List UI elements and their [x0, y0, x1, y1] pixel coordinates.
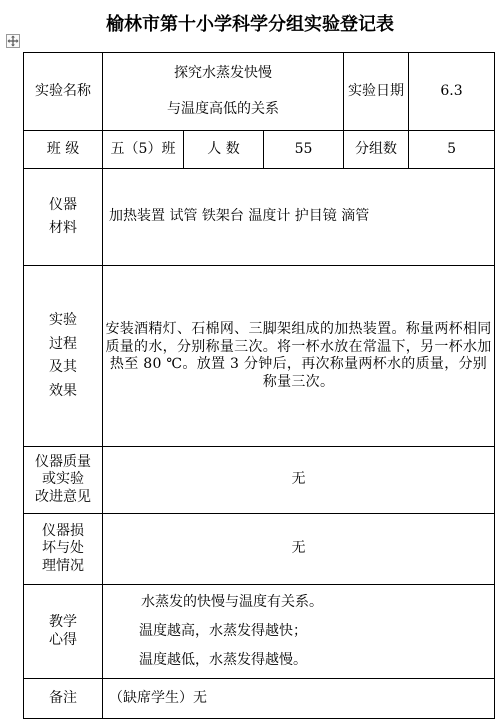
- experiment-registration-table: [23, 52, 495, 719]
- quality-value[interactable]: 无: [103, 447, 495, 514]
- experiment-name-line-1: 探究水蒸发快慢: [174, 65, 273, 81]
- experiment-name-cell[interactable]: [103, 53, 344, 131]
- process-label: 实验 过程 及其 效果: [24, 266, 103, 447]
- remarks-value[interactable]: （缺席学生）无: [103, 679, 495, 719]
- experiment-name-line-2: 与温度高低的关系: [167, 100, 280, 117]
- groups-value[interactable]: 5: [409, 131, 495, 169]
- page-title: 榆林市第十小学科学分组实验登记表: [106, 14, 394, 35]
- materials-value[interactable]: 加热装置 试管 铁架台 温度计 护目镜 滴管: [103, 169, 495, 266]
- teaching-line-2: 温度越高，水蒸发得越快；: [139, 623, 307, 639]
- damage-value[interactable]: 无: [103, 514, 495, 585]
- teaching-line-3: 温度越低，水蒸发得越慢。: [139, 652, 307, 668]
- people-value[interactable]: 55: [264, 131, 344, 169]
- damage-label: 仪器损 坏与处 理情况: [24, 514, 103, 585]
- experiment-name-label: 实验名称: [24, 53, 103, 131]
- process-value[interactable]: 安装酒精灯、石棉网、三脚架组成的加热装置。称量两杯相同质量的水，分别称量三次。将一杯水放在常温下，另一杯水加热至 80 ℃。放置 3 分钟后，再次称量两杯水的质量，分别称量三次。: [103, 266, 495, 447]
- remarks-label: 备注: [24, 679, 103, 719]
- quality-label: 仪器质量 或实验 改进意见: [24, 447, 103, 514]
- materials-label: 仪器 材料: [24, 169, 103, 266]
- teaching-line-1: 水蒸发的快慢与温度有关系。: [141, 594, 323, 610]
- people-label: 人 数: [184, 131, 264, 169]
- experiment-date-value[interactable]: 6.3: [409, 53, 495, 131]
- experiment-date-label: 实验日期: [344, 53, 409, 131]
- move-handle-icon[interactable]: [6, 34, 20, 48]
- teaching-value[interactable]: [103, 585, 495, 679]
- groups-label: 分组数: [344, 131, 409, 169]
- class-value[interactable]: 五（5）班: [103, 131, 184, 169]
- teaching-label: 教学 心得: [24, 585, 103, 679]
- class-label: 班 级: [24, 131, 103, 169]
